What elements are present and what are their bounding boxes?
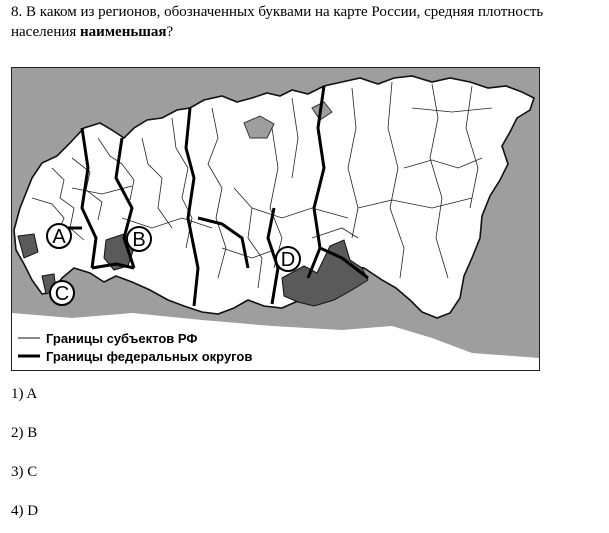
option-2[interactable]: 2) B — [11, 425, 38, 441]
marker-c — [50, 281, 74, 305]
option-1[interactable]: 1) A — [11, 386, 38, 402]
marker-a-label: A — [52, 226, 66, 248]
question-mark: ? — [166, 24, 174, 40]
russia-map-svg — [12, 68, 539, 370]
question-emphasis: наименьшая — [80, 24, 167, 40]
russia-map — [11, 67, 540, 371]
option-3[interactable]: 3) C — [11, 464, 38, 480]
legend-subject-borders: Границы субъектов РФ — [46, 331, 198, 346]
option-4[interactable]: 4) D — [11, 503, 39, 519]
marker-d — [276, 247, 300, 271]
marker-b — [127, 227, 151, 251]
question-body: В каком из регионов, обозначенных буквами на карте России, средняя плотность населения — [11, 4, 544, 40]
marker-b-label: B — [132, 229, 146, 251]
question-number: 8. — [11, 4, 23, 20]
marker-d-label: D — [280, 249, 296, 271]
marker-a — [47, 224, 71, 248]
question-text — [11, 2, 601, 42]
marker-c-label: C — [54, 283, 70, 305]
legend-district-borders: Границы федеральных округов — [46, 349, 253, 364]
